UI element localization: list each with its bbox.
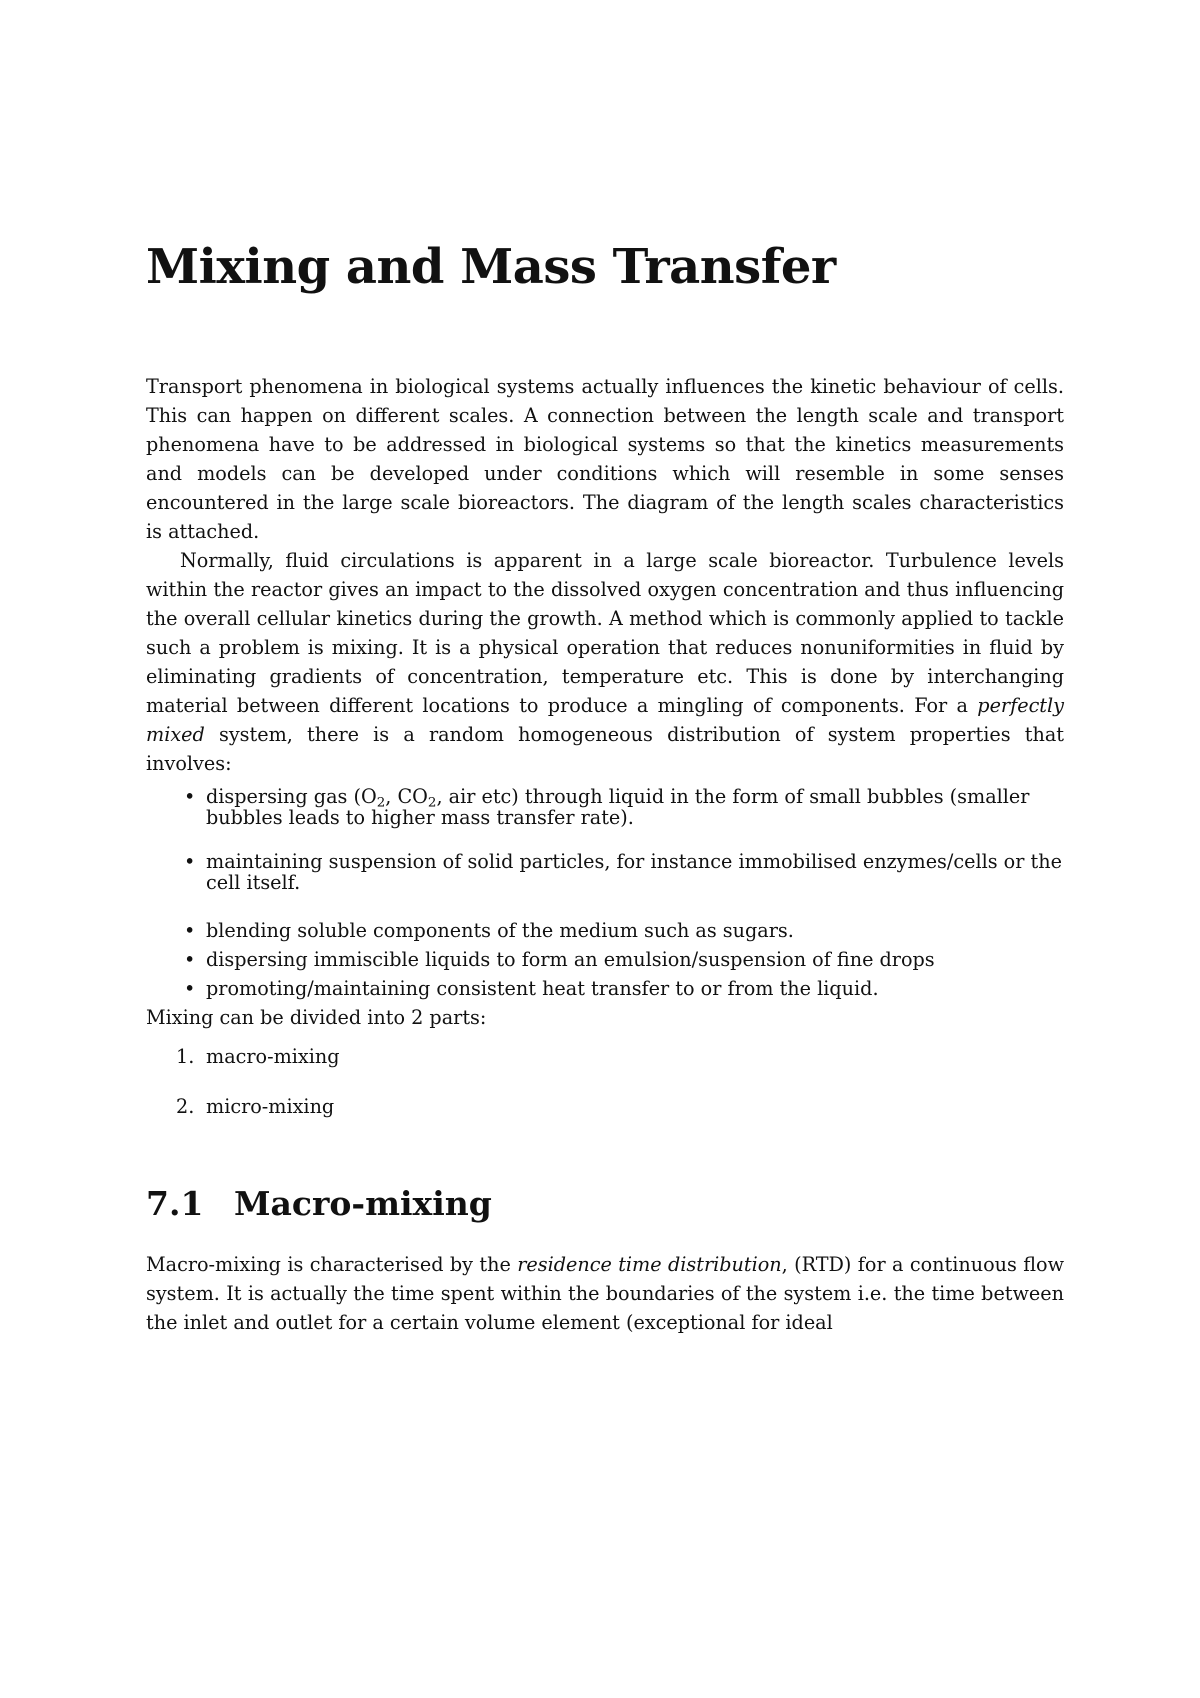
list-item: [146, 786, 1064, 828]
mixing-properties-list: [146, 786, 1064, 1003]
list-item: [146, 1092, 1064, 1121]
intro-paragraph: Transport phenomena in biological systems actually influences the kinetic behaviour of cells. This can happen on different scales. A connection between the length scale and transport phenomena have to be addressed in biological systems so that the kinetics measurements and models can be developed under conditions which will resemble in some senses encountered in the large scale bioreactors. The diagram of the length scales characteristics is attached.: [146, 375, 1064, 543]
chapter-title: Mixing and Mass Transfer: [146, 239, 836, 295]
subscript-2: 2: [427, 795, 437, 811]
section-heading: [146, 1184, 492, 1224]
perfectly-mixed-emphasis: perfectly mixed: [146, 694, 1064, 746]
document-page: [146, 0, 1064, 1698]
intro-body: [146, 372, 1064, 1142]
bullet-text-1b: , CO: [385, 785, 428, 808]
list-item-text: macro-mixing: [206, 1045, 340, 1068]
list-item-text: micro-mixing: [206, 1095, 335, 1118]
mixing-paragraph-text-2: system, there is a random homogeneous distribution of system properties that involves:: [146, 723, 1064, 775]
section-text-2: , (RTD) for a continuous flow system. It is actually the time spent within the boundaries of the system i.e. the time between the inlet and outlet for a certain volume element (exceptional for ideal: [146, 1253, 1064, 1334]
bullet-text-5: promoting/maintaining consistent heat transfer to or from the liquid.: [206, 977, 879, 1000]
bullet-marker: •: [184, 919, 196, 942]
list-item: [146, 974, 1064, 1003]
bullet-marker: •: [184, 977, 196, 1000]
list-number: 2.: [176, 1095, 195, 1118]
section-text-1: Macro-mixing is characterised by the: [146, 1253, 518, 1276]
bullet-text-4: dispersing immiscible liquids to form an emulsion/suspension of fine drops: [206, 948, 935, 971]
macro-mixing-paragraph: [146, 1250, 1064, 1337]
bullet-marker: •: [184, 948, 196, 971]
mixing-types-list: [146, 1042, 1064, 1121]
bullet-text-3: blending soluble components of the medium such as sugars.: [206, 919, 794, 942]
section-body: [146, 1250, 1064, 1337]
section-title: Macro-mixing: [234, 1184, 492, 1223]
bullet-text-2: maintaining suspension of solid particles, for instance immobilised enzymes/cells or the cell itself.: [206, 850, 1062, 894]
mixing-paragraph: [146, 546, 1064, 778]
list-item: [146, 851, 1064, 893]
list-number: 1.: [176, 1045, 195, 1068]
rtd-emphasis: residence time distribution: [517, 1253, 782, 1276]
bullet-text-1c: , air etc) through liquid in the form of small bubbles (smaller bubbles leads to higher mass transfer rate).: [206, 785, 1030, 829]
bullet-marker: •: [184, 785, 196, 808]
subscript-2: 2: [376, 795, 386, 811]
list-item: [146, 945, 1064, 974]
section-number: 7.1: [146, 1184, 204, 1223]
mixing-paragraph-text-1: Normally, fluid circulations is apparent in a large scale bioreactor. Turbulence levels within the reactor gives an impact to the dissolved oxygen concentration and thus influencing the overall cellular kinetics during the growth. A method which is commonly applied to tackle such a problem is mixing. It is a physical operation that reduces nonuniformities in fluid by eliminating gradients of concentration, temperature etc. This is done by interchanging material between different locations to produce a mingling of components. For a: [146, 549, 1064, 717]
list-item: [146, 1042, 1064, 1071]
bullet-text-1a: dispersing gas (O: [206, 785, 377, 808]
mixing-intro-text: Mixing can be divided into 2 parts:: [146, 1006, 487, 1029]
bullet-marker: •: [184, 850, 196, 873]
list-item: [146, 916, 1064, 945]
